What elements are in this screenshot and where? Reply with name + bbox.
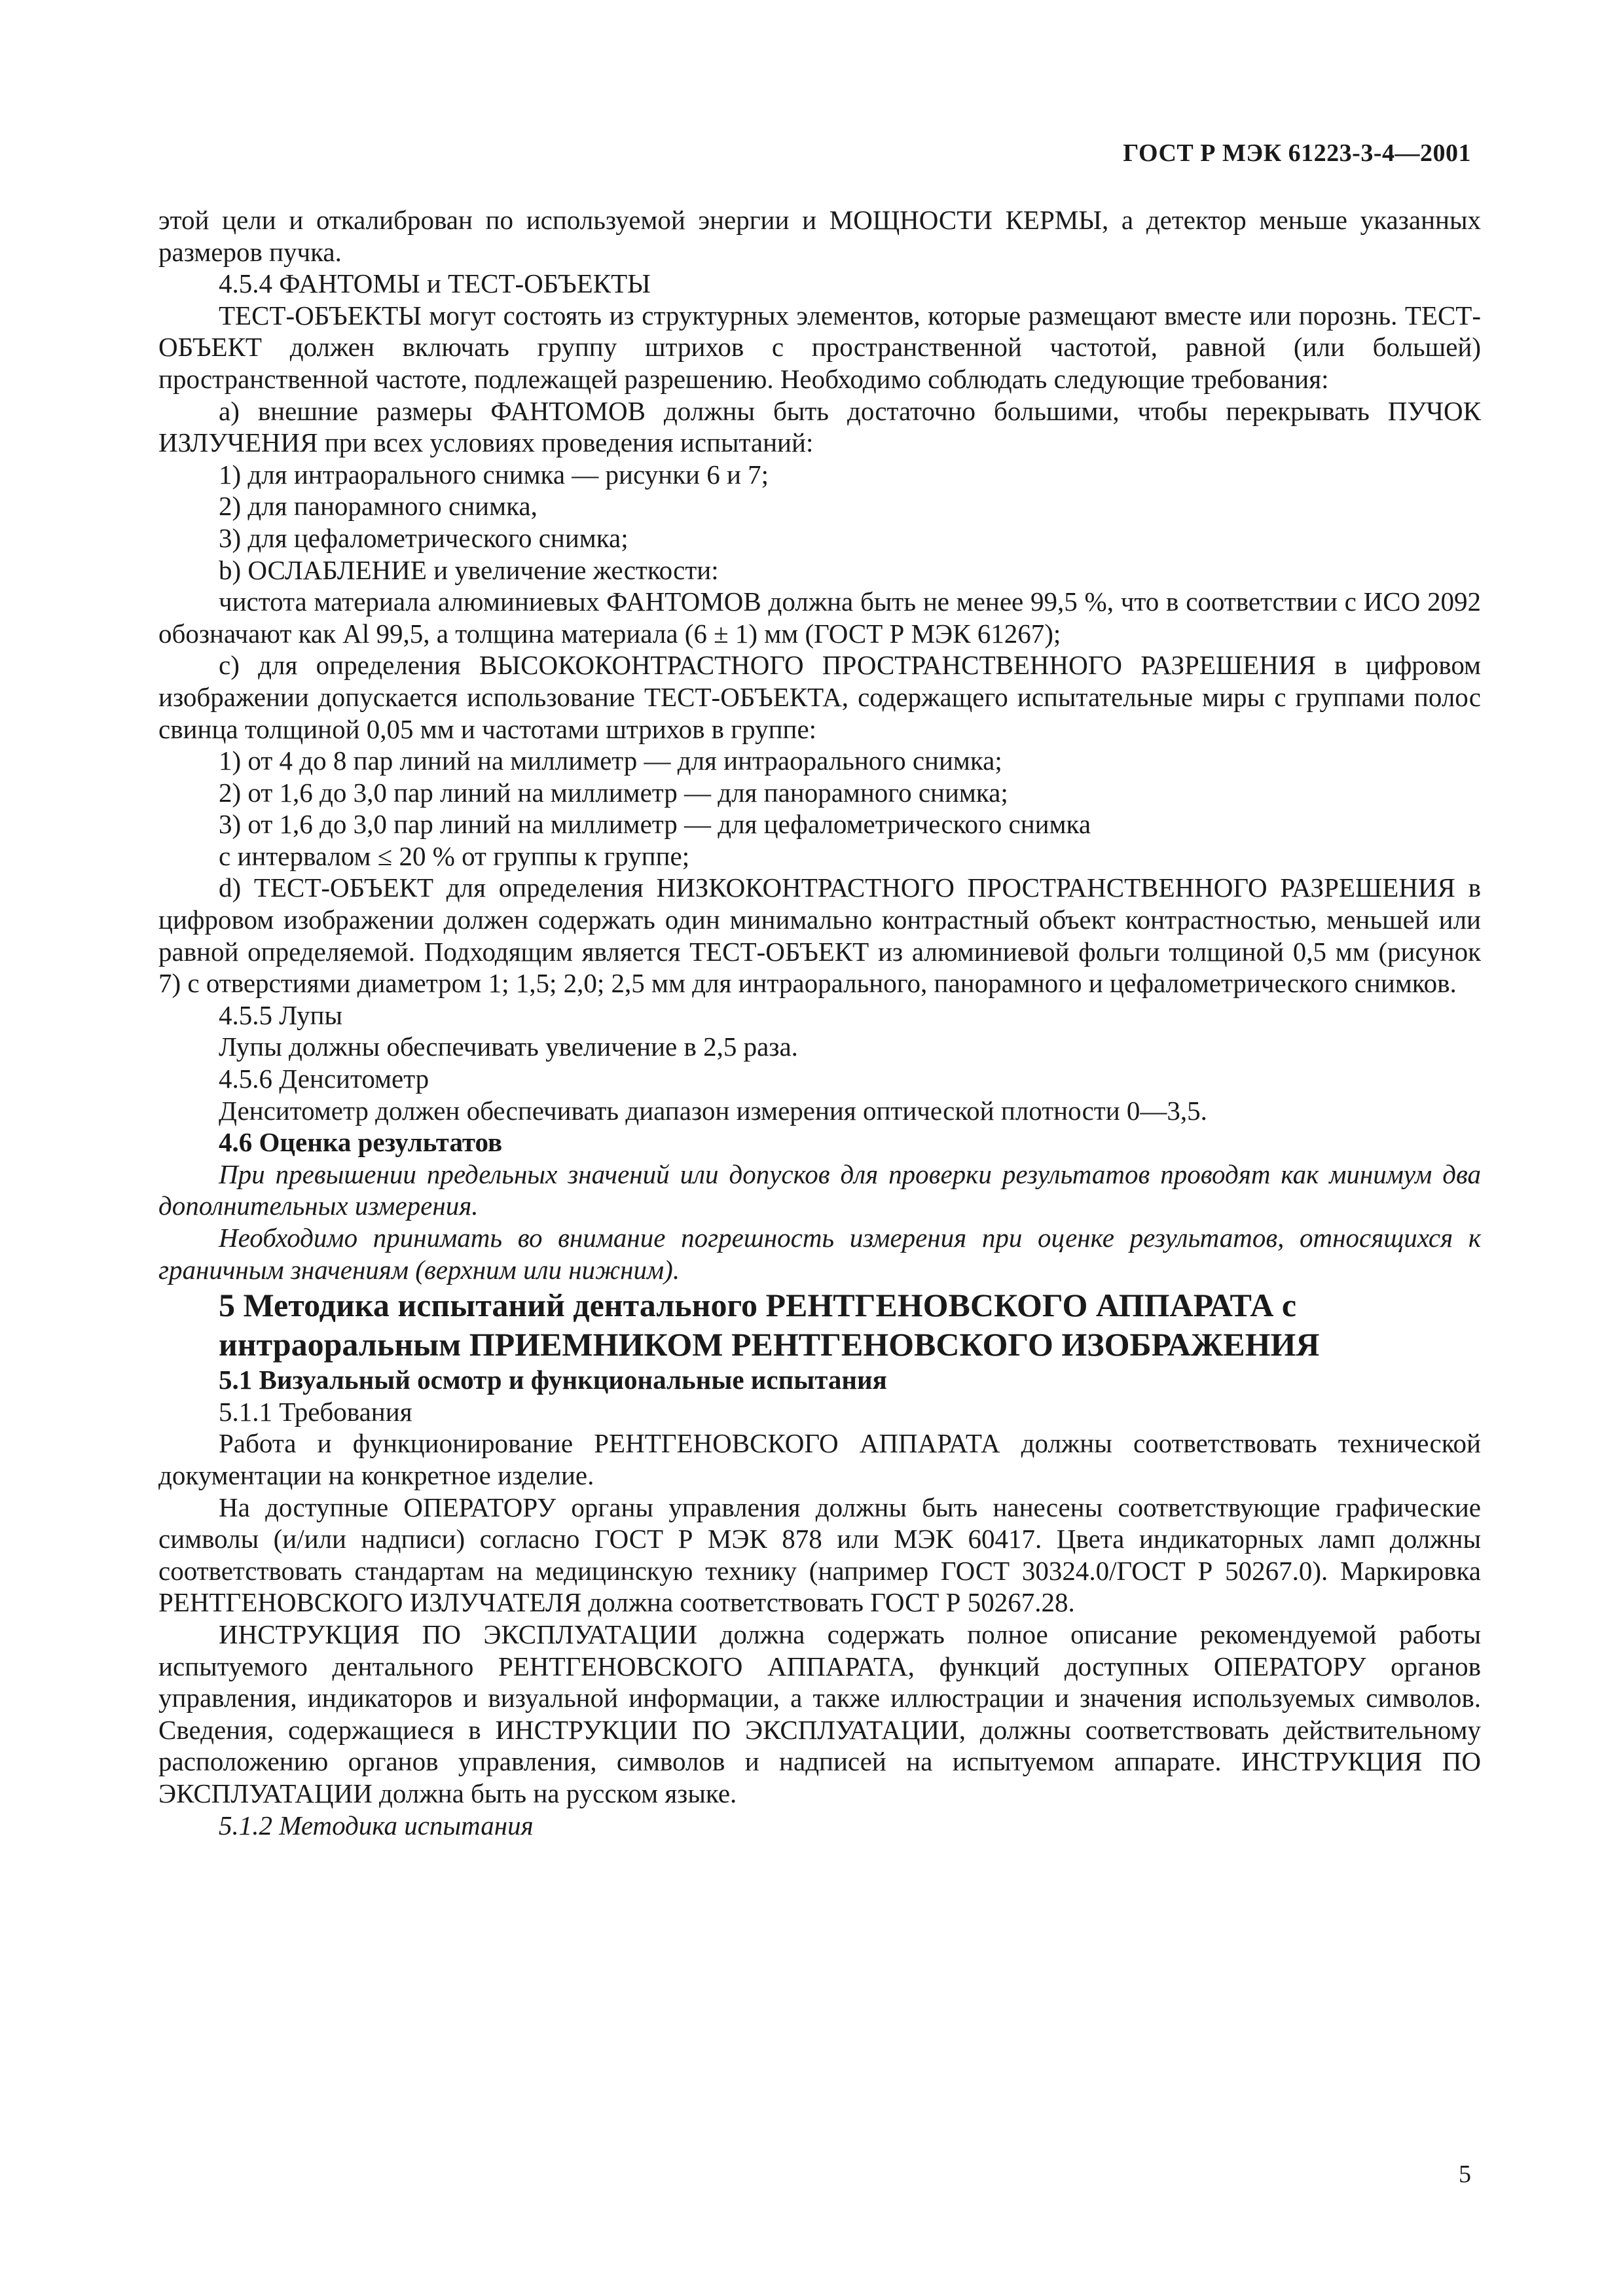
list-item: 2) от 1,6 до 3,0 пар линий на миллиметр — для панорамного снимка; xyxy=(219,777,1008,808)
document-body xyxy=(158,204,1481,1841)
section-heading: 4.6 Оценка результатов xyxy=(219,1127,503,1158)
paragraph: с интервалом ≤ 20 % от группы к группе; xyxy=(219,840,690,871)
subsection-heading: 5.1.1 Требования xyxy=(219,1396,412,1427)
document-number-header: ГОСТ Р МЭК 61223-3-4—2001 xyxy=(1123,139,1471,167)
subsection-heading: 4.5.6 Денситометр xyxy=(219,1064,429,1094)
paragraph: ТЕСТ-ОБЪЕКТЫ могут состоять из структурных элементов, которые размещают вместе или порознь. ТЕСТ-ОБЪЕКТ должен включать группу штрихов с пространственной частотой, равной (или большей) пространственной частоте, подлежащей разрешению. Необходимо соблюдать следующие требования: xyxy=(158,300,1481,394)
list-item: а) внешние размеры ФАНТОМОВ должны быть достаточно большими, чтобы перекрывать ПУЧОК ИЗЛУЧЕНИЯ при всех условиях проведения испытаний: xyxy=(158,395,1481,458)
subsection-heading: 5.1.2 Методика испытания xyxy=(219,1810,534,1840)
paragraph-continuation: этой цели и откалиброван по используемой энергии и МОЩНОСТИ КЕРМЫ, а детектор меньше указанных размеров пучка. xyxy=(158,205,1481,267)
paragraph: Денситометр должен обеспечивать диапазон измерения оптической плотности 0—3,5. xyxy=(219,1095,1207,1126)
subsection-heading: 4.5.5 Лупы xyxy=(219,999,343,1030)
paragraph: На доступные ОПЕРАТОРУ органы управления должны быть нанесены соответствующие графические символы (и/или надписи) согласно ГОСТ Р МЭК 878 или МЭК 60417. Цвета индикаторных ламп должны соответствовать стандартам на медицинскую технику (например ГОСТ 30324.0/ГОСТ Р 50267.0). Маркировка РЕНТГЕНОВСКОГО ИЗЛУЧАТЕЛЯ должна соответствовать ГОСТ Р 50267.28. xyxy=(158,1492,1481,1618)
paragraph: ИНСТРУКЦИЯ ПО ЭКСПЛУАТАЦИИ должна содержать полное описание рекомендуемой работы испытуемого дентального РЕНТГЕНОВСКОГО АППАРАТА, функций доступных ОПЕРАТОРУ органов управления, индикаторов и визуальной информации, а также иллюстрации и значения используемых символов. Сведения, содержащиеся в ИНСТРУКЦИИ ПО ЭКСПЛУАТАЦИИ, должны соответствовать действительному расположению органов управления, символов и надписей на испытуемом аппарате. ИНСТРУКЦИЯ ПО ЭКСПЛУАТАЦИИ должна быть на русском языке. xyxy=(158,1619,1481,1808)
paragraph: Лупы должны обеспечивать увеличение в 2,5 раза. xyxy=(219,1031,798,1062)
section-heading: 5.1 Визуальный осмотр и функциональные испытания xyxy=(219,1365,887,1395)
paragraph: Работа и функционирование РЕНТГЕНОВСКОГО АППАРАТА должны соответствовать технической документации на конкретное изделие. xyxy=(158,1428,1481,1490)
italic-paragraph: При превышении предельных значений или допусков для проверки результатов проводят как минимум два дополнительных измерения. xyxy=(158,1158,1481,1221)
list-item: d) ТЕСТ-ОБЪЕКТ для определения НИЗКОКОНТРАСТНОГО ПРОСТРАНСТВЕННОГО РАЗРЕШЕНИЯ в цифровом изображении должен содержать один минимально контрастный объект контрастностью, меньшей или равной определяемой. Подходящим является ТЕСТ-ОБЪЕКТ из алюминиевой фольги толщиной 0,5 мм (рисунок 7) с отверстиями диаметром 1; 1,5; 2,0; 2,5 мм для интраорального, панорамного и цефалометрического снимков. xyxy=(158,872,1481,999)
list-item: с) для определения ВЫСОКОКОНТРАСТНОГО ПРОСТРАНСТВЕННОГО РАЗРЕШЕНИЯ в цифровом изображении допускается использование ТЕСТ-ОБЪЕКТА, содержащего испытательные миры с группами полос свинца толщиной 0,05 мм и частотами штрихов в группе: xyxy=(158,650,1481,744)
paragraph: чистота материала алюминиевых ФАНТОМОВ должна быть не менее 99,5 %, что в соответствии с ИСО 2092 обозначают как Al 99,5, а толщина материала (6 ± 1) мм (ГОСТ Р МЭК 61267); xyxy=(158,586,1481,649)
list-item: 1) для интраорального снимка — рисунки 6 и 7; xyxy=(219,459,769,490)
page-number: 5 xyxy=(1459,2161,1471,2188)
section-title: 5 Методика испытаний дентального РЕНТГЕНОВСКОГО АППАРАТА с интраоральным ПРИЕМНИКОМ РЕНТГЕНОВСКОГО ИЗОБРАЖЕНИЯ xyxy=(219,1287,1320,1363)
list-item: b) ОСЛАБЛЕНИЕ и увеличение жесткости: xyxy=(219,554,719,585)
list-item: 3) для цефалометрического снимка; xyxy=(219,522,629,553)
list-item: 2) для панорамного снимка, xyxy=(219,491,538,522)
list-item: 1) от 4 до 8 пар линий на миллиметр — для интраорального снимка; xyxy=(219,745,1002,776)
list-item: 3) от 1,6 до 3,0 пар линий на миллиметр — для цефалометрического снимка xyxy=(219,809,1091,840)
subsection-heading: 4.5.4 ФАНТОМЫ и ТЕСТ-ОБЪЕКТЫ xyxy=(219,268,651,299)
italic-paragraph: Необходимо принимать во внимание погрешность измерения при оценке результатов, относящихся к граничным значениям (верхним или нижним). xyxy=(158,1223,1481,1285)
